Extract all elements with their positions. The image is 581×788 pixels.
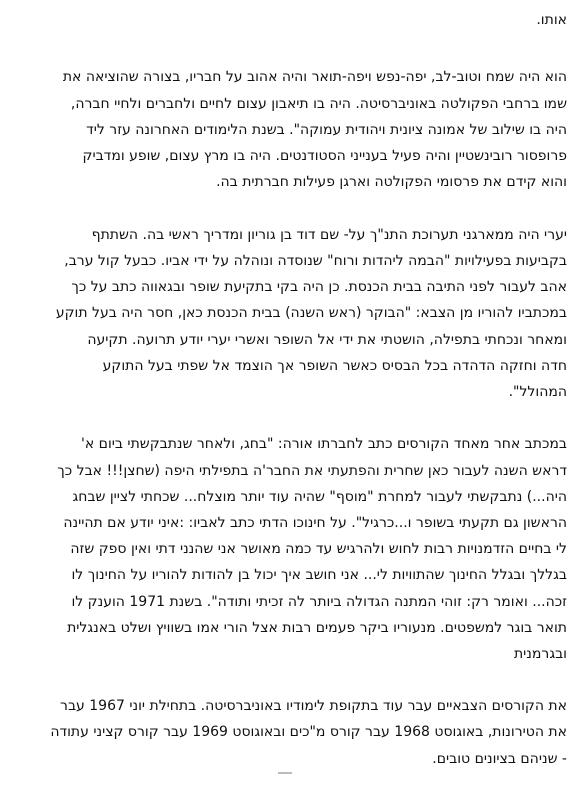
text-line: והוא קידם את פרסומי הפקולטה וארגן פעילות חברתית בה. (216, 174, 567, 190)
text-line: פרופסור רובינשטיין והיה פעיל בענייני הסטודנטים. היה בו מרץ עצום, שופע ומדביק (82, 148, 567, 164)
text-line: תואר בוגר למשפטים. מנעוריו ביקר פעמים רבות אצל הורי אמו בשוויץ ושלט באנגלית (67, 620, 567, 636)
scan-artifact (278, 772, 292, 774)
text-line: דראש השנה לעבור כאן שחרית והפתעתי את החבר'ה בתפילתי היפה (שחצן!!! אבל כך (57, 463, 567, 479)
text-line: ובגרמנית (513, 646, 567, 662)
text-line: המהולל". (508, 384, 567, 400)
text-line: במכתב אחר מאחד הקורסים כתב לחברתו אורה: "בחג, ולאחר שנתבקשתי ביום א' (81, 436, 567, 452)
text-line: זכה... ואומר רק: זוהי המתנה הגדולה ביותר לה זכיתי ותודה". בשנת 1971 הוענק לו (71, 594, 567, 610)
text-line: בקביעות בפעילויות "הבמה ליהדות ורוח" שנוסדה ונוהלה על ידי אביו. כבעל קול ערב, (64, 253, 567, 269)
text-line: שמו ברחבי הפקולטה באוניברסיטה. היה בו תיאבון עצום לחיים ולחברים ולחיי חברה, (70, 96, 567, 112)
text-line: - שניהם בציונים טובים. (432, 751, 567, 767)
text-line: היה בו שילוב של אמונה ציונית ויהודית עמוקה". בשנת הלימודים האחרונה עזר ליד (86, 122, 567, 138)
text-line: במכתביו להוריו מן הצבא: "הבוקר (ראש השנה) בבית הכנסת כאן, חסר היה בעל תוקע (55, 305, 567, 321)
text-line: היה...) נתבקשתי לעבור למחרת "מוסף" שהיה עוד יותר מוצלח... שכחתי לציין שבחג (72, 489, 567, 505)
text-line: ומאחר ונכחתי בתפילה, הושטתי את ידי אל השופר ואשרי יערי יודע תרועה. תקיעה (87, 332, 567, 348)
text-line: הוא היה שמח וטוב-לב, יפה-נפש ויפה-תואר והיה אהוב על חבריו, בצורה שהוציאה את (62, 69, 567, 85)
text-line: אותו. (536, 12, 567, 28)
text-line: אהב לעבור לפני התיבה בבית הכנסת. כן היה בקי בתקיעת שופר ובגאווה כתב על כך (71, 279, 567, 295)
text-line: יערי היה ממארגני תערוכת התנ"ך על- שם דוד בן גוריון ומדריך ראשי בה. השתתף (91, 227, 567, 243)
text-line: הראשון גם תקעתי בשופר ו...כרגיל". על חינוכו הדתי כתב לאביו: :איני יודע אם תהיינה (63, 515, 567, 531)
text-line: לי בחיים הזדמנויות רבות לחוש ולהרגיש עד כמה מאושר אני שהנני דתי ואין ספק שזה (70, 541, 567, 557)
text-line: את הקורסים הצבאיים עבר עוד בתקופת לימודיו באוניברסיטה. בתחילת יוני 1967 עבר (60, 698, 567, 714)
text-line: את הטירונות, באוגוסט 1968 עבר קורס מ"כים ובאוגוסט 1969 עבר קורס קציני עתודה (50, 724, 567, 740)
text-line: חדה וחזקה הדהדה בכל הבסיס כאשר השופר אך הוצמד אל שפתי בעל התוקע (102, 358, 567, 374)
text-line: בגללך ובגלל החינוך שהתוויות לי... אני חושב איך יכול בן להודות להוריו על החינוך לו (71, 567, 567, 583)
